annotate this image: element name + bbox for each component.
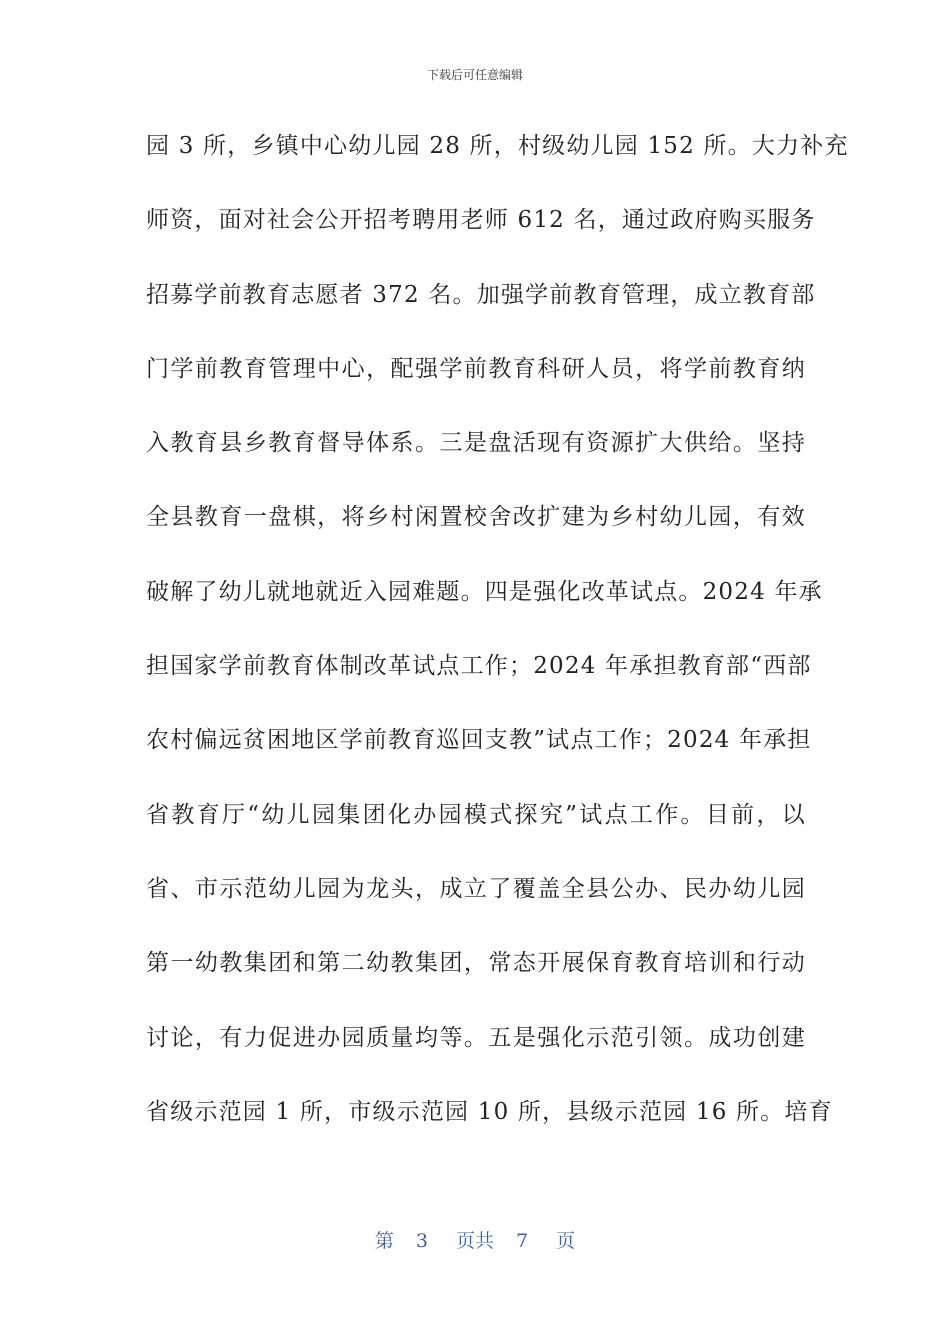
- text-line-7: 破解了幼儿就地就近入园难题。四是强化改革试点。2024 年承: [146, 578, 823, 605]
- document-body: [146, 126, 849, 1166]
- text-line-3: 招募学前教育志愿者 372 名。加强学前教育管理，成立教育部: [146, 281, 816, 308]
- text-line-9: 农村偏远贫困地区学前教育巡回支教”试点工作；2024 年承担: [146, 727, 812, 754]
- text-line-4: 门学前教育管理中心，配强学前教育科研人员，将学前教育纳: [146, 355, 806, 382]
- footer-suffix: 页: [556, 1230, 576, 1252]
- text-line-12: 第一幼教集团和第二幼教集团，常态开展保育教育培训和行动: [146, 950, 806, 977]
- text-line-13: 讨论，有力促进办园质量均等。五是强化示范引领。成功创建: [146, 1024, 806, 1051]
- text-line-5: 入教育县乡教育督导体系。三是盘活现有资源扩大供给。坚持: [146, 430, 806, 457]
- text-line-1: 园 3 所，乡镇中心幼儿园 28 所，村级幼儿园 152 所。大力补充: [146, 133, 849, 159]
- page-footer: [0, 1226, 950, 1253]
- header-note: 下载后可任意编辑: [426, 68, 523, 82]
- text-line-11: 省、市示范幼儿园为龙头，成立了覆盖全县公办、民办幼儿园: [146, 875, 806, 902]
- text-line-10: 省教育厅“幼儿园集团化办园模式探究”试点工作。目前，以: [146, 801, 806, 828]
- footer-prefix: 第: [374, 1230, 394, 1252]
- text-line-8: 担国家学前教育体制改革试点工作；2024 年承担教育部“西部: [146, 653, 812, 680]
- text-line-14: 省级示范园 1 所，市级示范园 10 所，县级示范园 16 所。培育: [146, 1098, 833, 1125]
- text-line-2: 师资，面对社会公开招考聘用老师 612 名，通过政府购买服务: [146, 207, 816, 234]
- total-pages-number: 7: [516, 1230, 529, 1252]
- current-page-number: 3: [415, 1230, 428, 1252]
- text-line-6: 全县教育一盘棋，将乡村闲置校舍改扩建为乡村幼儿园，有效: [146, 504, 806, 531]
- footer-middle: 页共: [455, 1230, 494, 1252]
